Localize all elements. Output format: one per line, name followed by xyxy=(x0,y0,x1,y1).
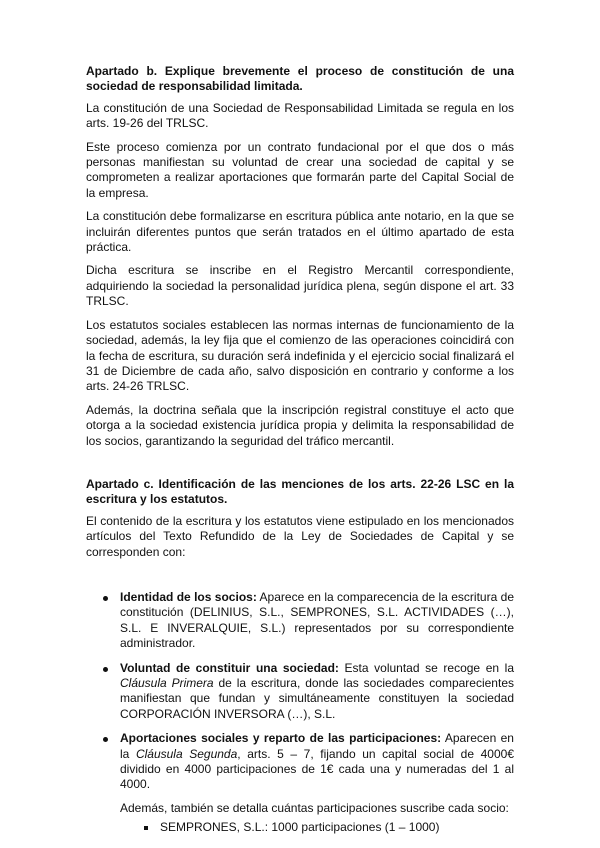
item-text: Aparece en la comparecencia de la escritura de constitución (DELINIUS, S.L., SEMPRONES, S.L. ACTIVIDADES (…), S.L. E INVERALQUIE, S.L.) representados por su correspondiente administrador. xyxy=(120,589,514,651)
item-title: Identidad de los socios: xyxy=(120,589,257,604)
section-c-heading: Apartado c. Identificación de las menciones de los arts. 22-26 LSC en la escritura y los estatutos. xyxy=(86,476,514,507)
list-item xyxy=(86,661,514,723)
section-b-heading: Apartado b. Explique brevemente el proceso de constitución de una sociedad de responsabilidad limitada. xyxy=(86,64,514,94)
sub-list xyxy=(120,820,514,835)
bullet-icon xyxy=(103,596,108,601)
list-item xyxy=(86,731,514,835)
square-bullet-icon xyxy=(144,826,148,830)
document-page xyxy=(86,64,514,845)
section-c-intro: El contenido de la escritura y los estatutos viene estipulado en los mencionados artículos del Texto Refundido de la Ley de Sociedades de Capital y se corresponden con: xyxy=(86,513,514,559)
bullet-icon xyxy=(103,737,108,742)
item-extra-text: Además, también se detalla cuántas participaciones suscribe cada socio: xyxy=(120,800,509,815)
item-emphasis: Cláusula Primera xyxy=(120,676,214,690)
item-text: de la escritura, donde las sociedades comparecientes manifiestan que fundan y simultáneamente constituyen la sociedad CORPORACIÓN INVERSORA (…), S.L. xyxy=(120,676,514,721)
list-spacer xyxy=(86,568,514,590)
list-item xyxy=(86,590,514,652)
item-title: Aportaciones sociales y reparto de las participaciones: xyxy=(120,731,442,746)
item-title: Voluntad de constituir una sociedad: xyxy=(120,660,339,675)
section-spacer xyxy=(86,457,514,477)
section-b-paragraph: La constitución debe formalizarse en escritura pública ante notario, en la que se incluirán diferentes puntos que serán tratados en el último apartado de esta práctica. xyxy=(86,209,514,255)
section-b-paragraph: Además, la doctrina señala que la inscripción registral constituye el acto que otorga a la sociedad existencia jurídica propia y delimita la responsabilidad de los socios, garantizando la seguridad del tráfico mercantil. xyxy=(86,402,514,448)
sub-item-text: SEMPRONES, S.L.: 1000 participaciones (1 – 1000) xyxy=(160,820,440,835)
item-text: , arts. 5 – 7, fijando un capital social de 4000€ dividido en 4000 participaciones de 1€ cada una y numeradas del 1 al 4000. xyxy=(120,746,514,792)
section-b-paragraph: Este proceso comienza por un contrato fundacional por el que dos o más personas manifiestan su voluntad de crear una sociedad de capital y se comprometen a realizar aportaciones que formarán parte del Capital Social de la empresa. xyxy=(86,139,514,200)
section-b-paragraph: La constitución de una Sociedad de Responsabilidad Limitada se regula en los arts. 19-26 del TRLSC. xyxy=(86,100,514,131)
section-b-paragraph: Dicha escritura se inscribe en el Registro Mercantil correspondiente, adquiriendo la sociedad la personalidad jurídica plena, según dispone el art. 33 TRLSC. xyxy=(86,263,514,309)
mentions-list xyxy=(86,590,514,836)
item-text: Esta voluntad se recoge en la xyxy=(338,660,515,675)
bullet-icon xyxy=(103,667,108,672)
section-b-paragraph: Los estatutos sociales establecen las normas internas de funcionamiento de la sociedad, además, la ley fija que el comienzo de las operaciones coincidirá con la fecha de escritura, su duración será indefinida y el ejercicio social finalizará el 31 de Diciembre de cada año, salvo disposición en contrario y conforme a los arts. 24-26 TRLSC. xyxy=(86,317,514,394)
item-emphasis: Cláusula Segunda xyxy=(135,746,238,761)
sub-list-item xyxy=(120,820,514,835)
item-text: Aparecen en la xyxy=(120,731,514,761)
